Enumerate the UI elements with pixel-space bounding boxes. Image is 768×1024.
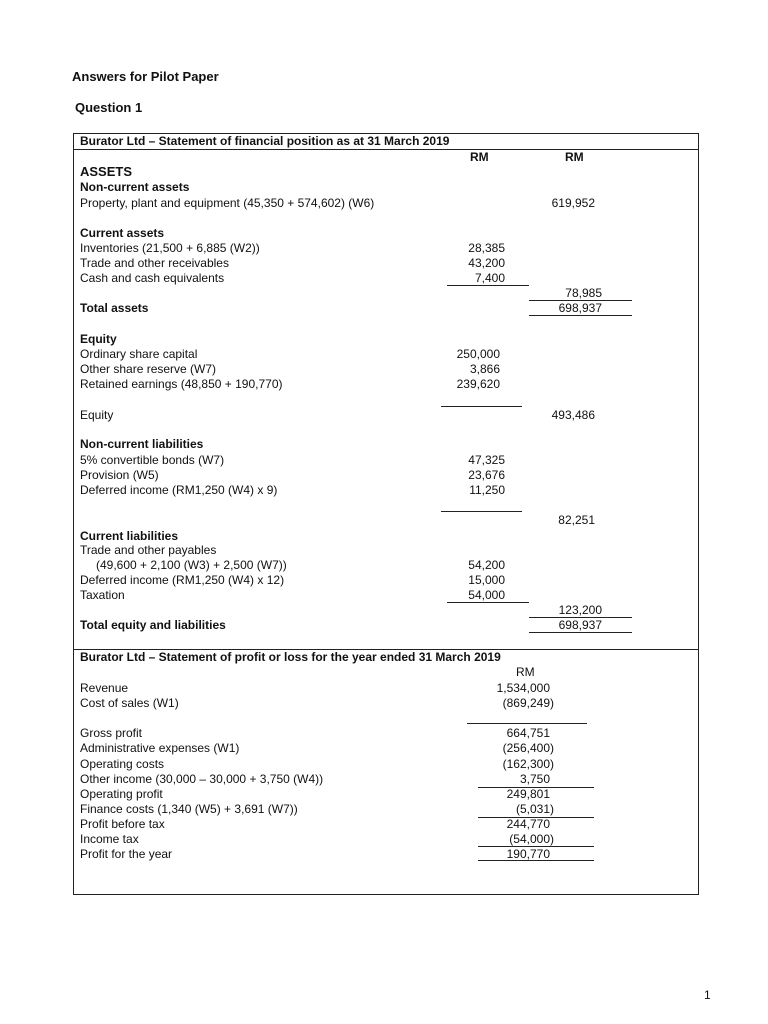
ca-heading: Current assets: [80, 226, 165, 240]
rule: [529, 632, 632, 633]
pbt-value: 244,770: [506, 817, 550, 831]
cl-heading: Current liabilities: [80, 529, 179, 543]
assets-heading: ASSETS: [80, 164, 133, 179]
other-reserve-value: 3,866: [469, 362, 500, 376]
receivables-label: Trade and other receivables: [80, 256, 229, 270]
payables-value: 54,200: [468, 558, 505, 572]
bonds-label: 5% convertible bonds (W7): [80, 453, 225, 467]
equity-total-value: 493,486: [551, 408, 595, 422]
taxation-label: Taxation: [80, 588, 125, 602]
total-el-label: Total equity and liabilities: [80, 618, 226, 632]
sofp-heading: Burator Ltd – Statement of financial position as at 31 March 2019: [80, 134, 450, 148]
other-reserve-label: Other share reserve (W7): [80, 362, 217, 376]
provision-value: 23,676: [468, 468, 505, 482]
income-tax-value: (54,000): [509, 832, 554, 846]
revenue-label: Revenue: [80, 681, 129, 695]
inventories-label: Inventories (21,500 + 6,885 (W2)): [80, 241, 260, 255]
share-capital-value: 250,000: [456, 347, 500, 361]
equity-heading: Equity: [80, 332, 117, 346]
cos-value: (869,249): [502, 696, 554, 710]
pbt-label: Profit before tax: [80, 817, 165, 831]
ppe-value: 619,952: [551, 196, 595, 210]
pfy-value: 190,770: [506, 847, 550, 861]
inventories-value: 28,385: [468, 241, 505, 255]
payables-label: (49,600 + 2,100 (W3) + 2,500 (W7)): [96, 558, 287, 572]
other-income-label: Other income (30,000 – 30,000 + 3,750 (W4)): [80, 772, 324, 786]
pfy-label: Profit for the year: [80, 847, 173, 861]
opcosts-label: Operating costs: [80, 757, 165, 771]
gross-value: 664,751: [506, 726, 550, 740]
rule: [447, 285, 529, 286]
retained-label: Retained earnings (48,850 + 190,770): [80, 377, 283, 391]
opcosts-value: (162,300): [502, 757, 554, 771]
taxation-value: 54,000: [468, 588, 505, 602]
rule: [441, 406, 522, 407]
page-number: 1: [704, 988, 711, 1002]
rule: [441, 511, 522, 512]
payables-heading: Trade and other payables: [80, 543, 217, 557]
equity-total-label: Equity: [80, 408, 114, 422]
rule: [478, 860, 594, 861]
cos-label: Cost of sales (W1): [80, 696, 179, 710]
sofp-heading-rule: [74, 149, 698, 150]
revenue-value: 1,534,000: [496, 681, 550, 695]
question-label: Question 1: [75, 100, 143, 115]
ncl-heading: Non-current liabilities: [80, 437, 204, 451]
share-capital-label: Ordinary share capital: [80, 347, 198, 361]
ppe-label: Property, plant and equipment (45,350 + 574,602) (W6): [80, 196, 375, 210]
income-tax-label: Income tax: [80, 832, 139, 846]
ca-total-value: 78,985: [565, 286, 602, 300]
admin-label: Administrative expenses (W1): [80, 741, 240, 755]
cl-total-value: 123,200: [558, 603, 602, 617]
nca-heading: Non-current assets: [80, 180, 190, 194]
receivables-value: 43,200: [468, 256, 505, 270]
op-profit-value: 249,801: [506, 787, 550, 801]
total-assets-value: 698,937: [558, 301, 602, 315]
page-title: Answers for Pilot Paper: [72, 69, 219, 84]
bonds-value: 47,325: [468, 453, 505, 467]
admin-value: (256,400): [502, 741, 554, 755]
other-income-value: 3,750: [519, 772, 550, 786]
deferred-nc-label: Deferred income (RM1,250 (W4) x 9): [80, 483, 278, 497]
sopl-col-header: RM: [516, 665, 535, 679]
provision-label: Provision (W5): [80, 468, 159, 482]
sofp-col2-header: RM: [565, 150, 584, 164]
deferred-nc-value: 11,250: [469, 483, 505, 497]
sopl-heading: Burator Ltd – Statement of profit or loss for the year ended 31 March 2019: [80, 650, 501, 664]
rule: [529, 315, 632, 316]
sofp-col1-header: RM: [470, 150, 489, 164]
deferred-c-label: Deferred income (RM1,250 (W4) x 12): [80, 573, 285, 587]
gross-label: Gross profit: [80, 726, 143, 740]
rule: [467, 723, 587, 724]
ncl-total-value: 82,251: [558, 513, 595, 527]
deferred-c-value: 15,000: [468, 573, 505, 587]
cash-value: 7,400: [474, 271, 505, 285]
total-el-value: 698,937: [558, 618, 602, 632]
cash-label: Cash and cash equivalents: [80, 271, 225, 285]
rule: [447, 602, 529, 603]
op-profit-label: Operating profit: [80, 787, 163, 801]
finance-label: Finance costs (1,340 (W5) + 3,691 (W7)): [80, 802, 298, 816]
retained-value: 239,620: [456, 377, 500, 391]
total-assets-label: Total assets: [80, 301, 149, 315]
finance-value: (5,031): [515, 802, 554, 816]
